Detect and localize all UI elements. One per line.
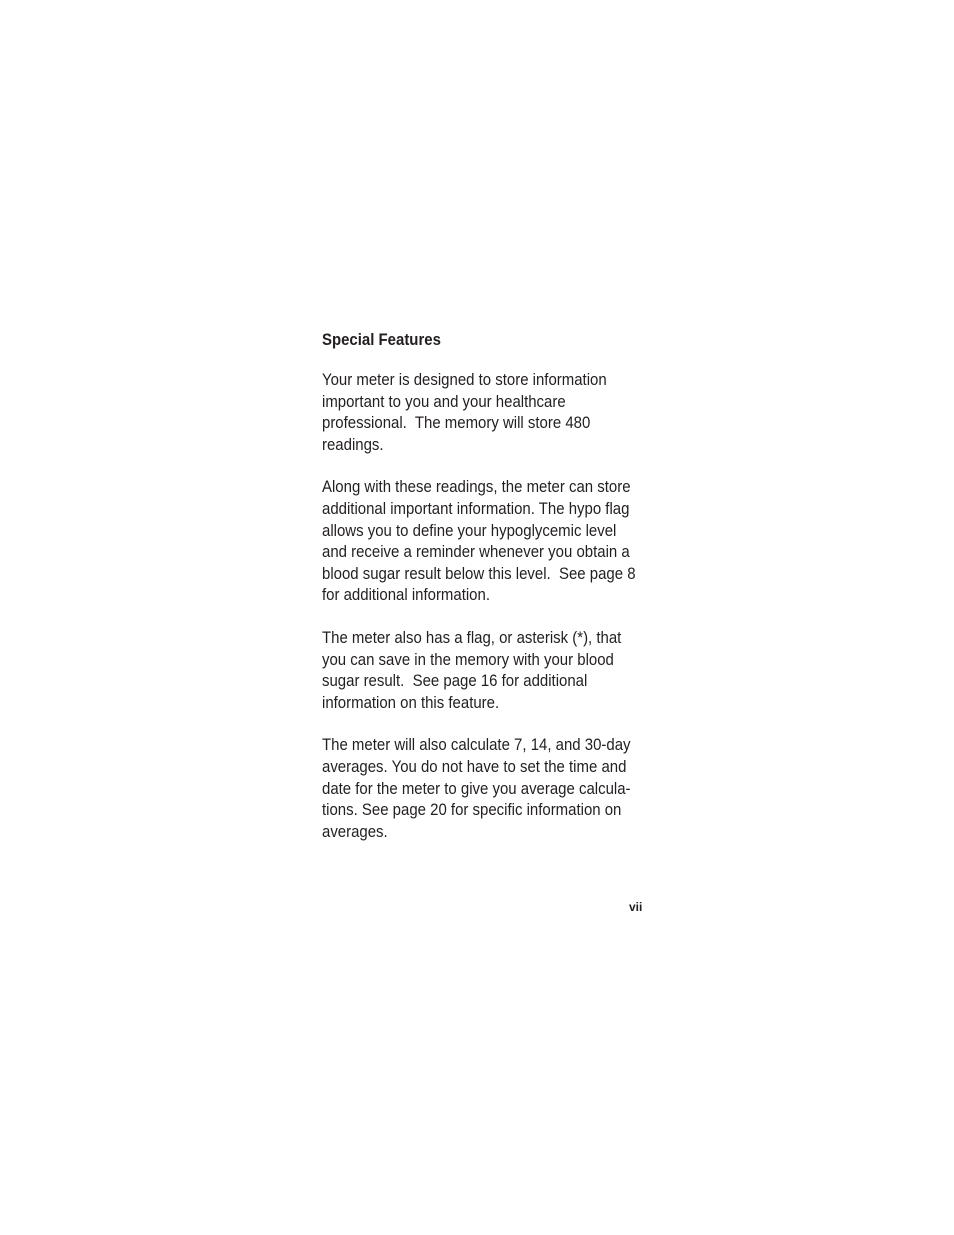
- paragraph-hypo-flag: [322, 476, 652, 606]
- text-line: The meter will also calculate 7, 14, and 30-day: [322, 735, 631, 755]
- text-line: you can save in the memory with your blood: [322, 649, 614, 669]
- text-line: additional important information. The hypo flag: [322, 498, 630, 518]
- text-line: and receive a reminder whenever you obtain a: [322, 542, 630, 562]
- paragraph-memory: [322, 369, 652, 455]
- text-line: averages.: [322, 821, 388, 841]
- paragraph-asterisk-flag: [322, 627, 652, 713]
- text-line: important to you and your healthcare: [322, 391, 566, 411]
- section-heading: Special Features: [322, 330, 441, 349]
- text-line: The meter also has a flag, or asterisk (*), that: [322, 627, 622, 647]
- content-block: [322, 329, 652, 863]
- text-line: professional. The memory will store 480: [322, 413, 591, 433]
- text-line: date for the meter to give you average calcula-: [322, 778, 631, 798]
- text-line: averages. You do not have to set the time and: [322, 756, 627, 776]
- text-line: readings.: [322, 434, 384, 454]
- text-line: information on this feature.: [322, 692, 500, 712]
- text-line: sugar result. See page 16 for additional: [322, 671, 588, 691]
- text-line: tions. See page 20 for specific information on: [322, 800, 622, 820]
- text-line: allows you to define your hypoglycemic level: [322, 520, 617, 540]
- text-line: Your meter is designed to store information: [322, 370, 607, 389]
- paragraph-averages: [322, 734, 652, 842]
- text-line: blood sugar result below this level. See page 8: [322, 563, 636, 583]
- text-line: for additional information.: [322, 585, 490, 605]
- text-line: Along with these readings, the meter can store: [322, 477, 631, 497]
- page-number: vii: [629, 900, 643, 914]
